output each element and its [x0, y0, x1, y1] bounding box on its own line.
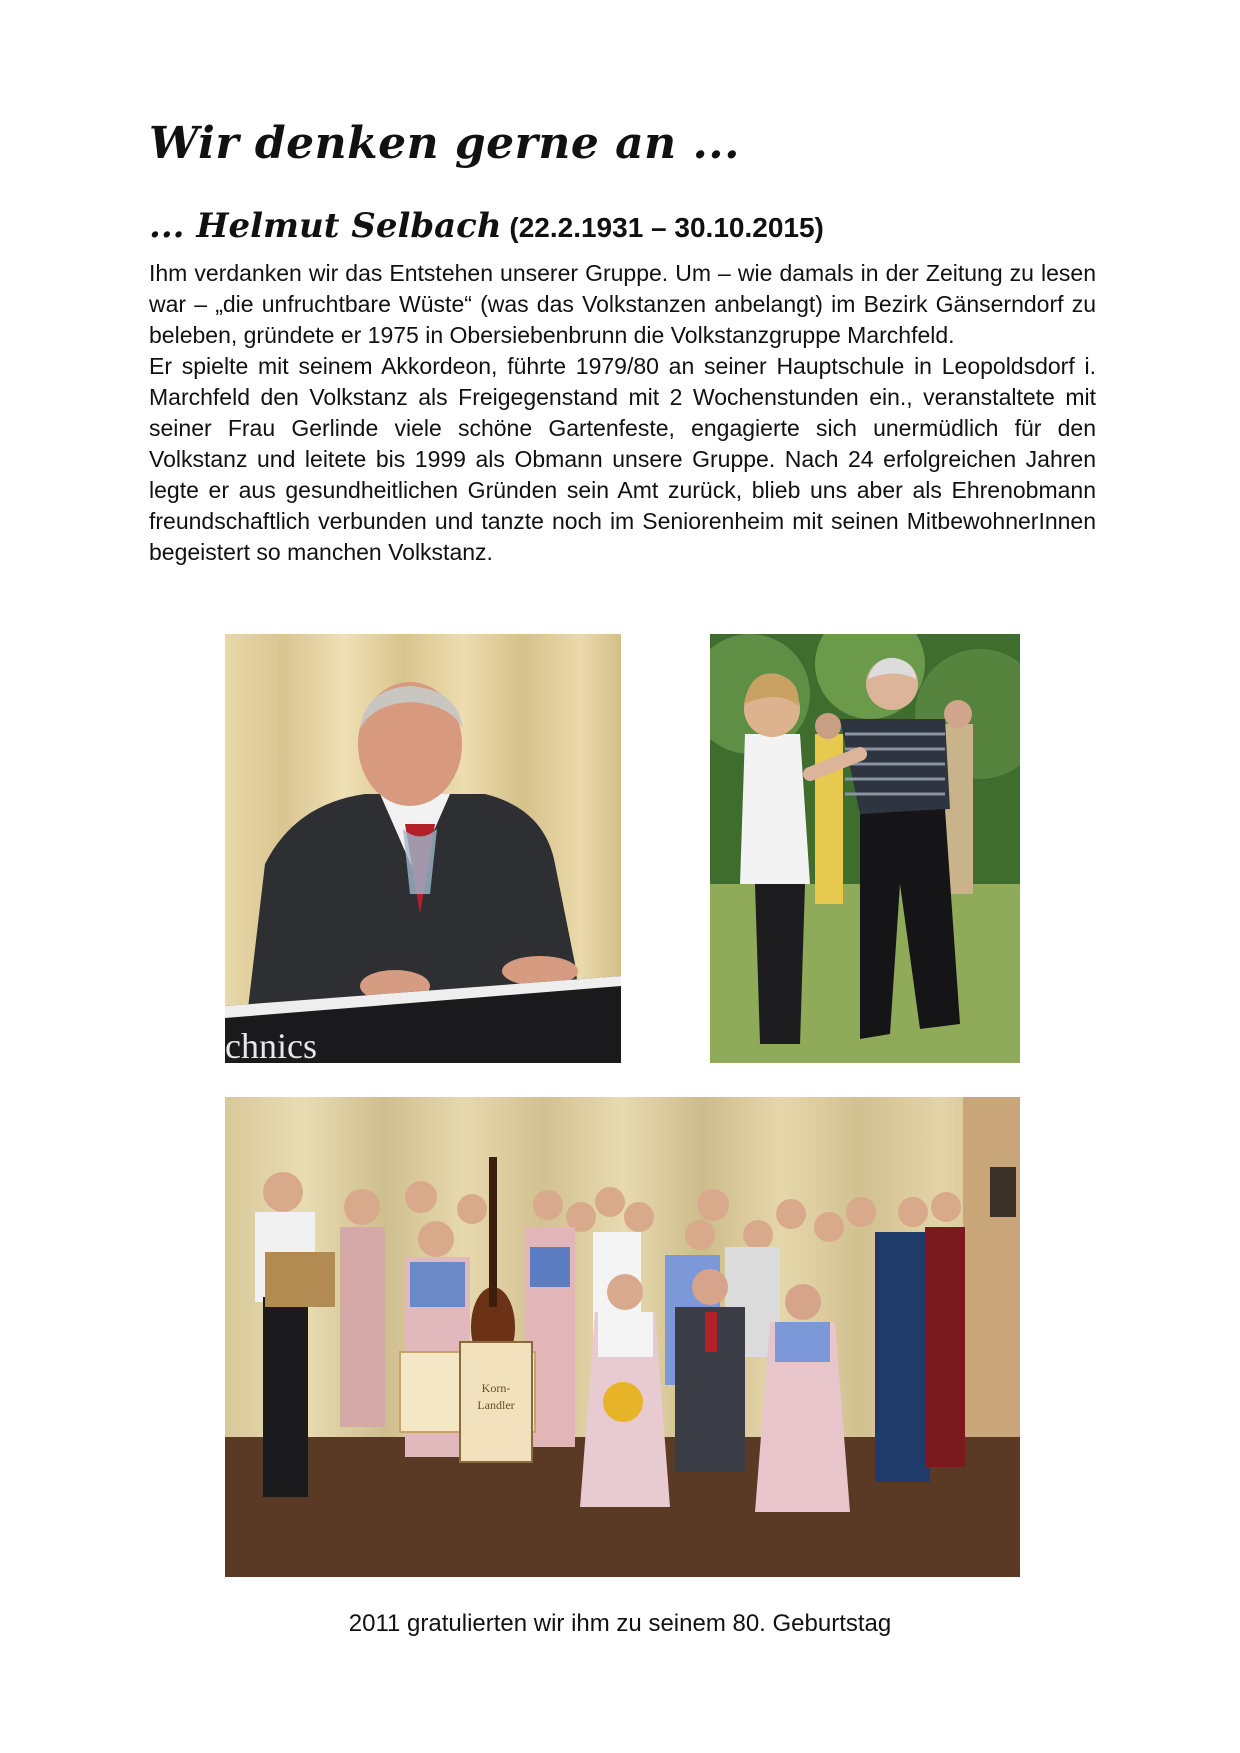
- photo-garden-dance: [710, 634, 1020, 1063]
- photo-group-birthday: [225, 1097, 1020, 1577]
- subtitle-prefix: ...: [149, 206, 197, 246]
- page-title: Wir denken gerne an ...: [149, 118, 740, 169]
- keyboard-brand-text: chnics: [225, 1026, 317, 1063]
- photo-piano-image: [225, 634, 621, 1063]
- biography-paragraph-1: Ihm verdanken wir das Entstehen unserer Gruppe. Um – wie damals in der Zeitung zu lesen war – „die unfruchtbare Wüste“ (was das Volkstanzen anbelangt) im Bezirk Gänserndorf zu beleben, gründete er 1975 in Obersiebenbrunn die Volkstanzgruppe Marchfeld.: [149, 260, 1096, 348]
- person-name: Helmut Selbach: [196, 206, 502, 246]
- photo-dance-image: [710, 634, 1020, 1063]
- biography-text: [149, 258, 1096, 568]
- life-dates: (22.2.1931 – 30.10.2015): [501, 212, 824, 243]
- banner-text-line-2: Landler: [477, 1398, 515, 1412]
- subtitle: [149, 206, 824, 246]
- group-photo-caption: 2011 gratulierten wir ihm zu seinem 80. Geburtstag: [348, 1610, 892, 1637]
- photo-group-image: [225, 1097, 1020, 1577]
- biography-paragraph-2: Er spielte mit seinem Akkordeon, führte 1979/80 an seiner Hauptschule in Leopoldsdorf i. Marchfeld den Volkstanz als Freigegenstand mit 2 Wochenstunden ein., veranstaltete mit seiner Frau Gerlinde viele schöne Gartenfeste, engagierte sich unermüdlich für den Volkstanz und leitete bis 1999 als Obmann unsere Gruppe. Nach 24 erfolgreichen Jahren legte er aus gesundheitlichen Gründen sein Amt zurück, blieb uns aber als Ehrenobmann freundschaftlich verbunden und tanzte noch im Seniorenheim mit seinen MitbewohnerInnen begeistert so manchen Volkstanz.: [149, 353, 1096, 565]
- photo-piano-player: [225, 634, 621, 1063]
- banner-text-line-1: Korn-: [481, 1381, 511, 1395]
